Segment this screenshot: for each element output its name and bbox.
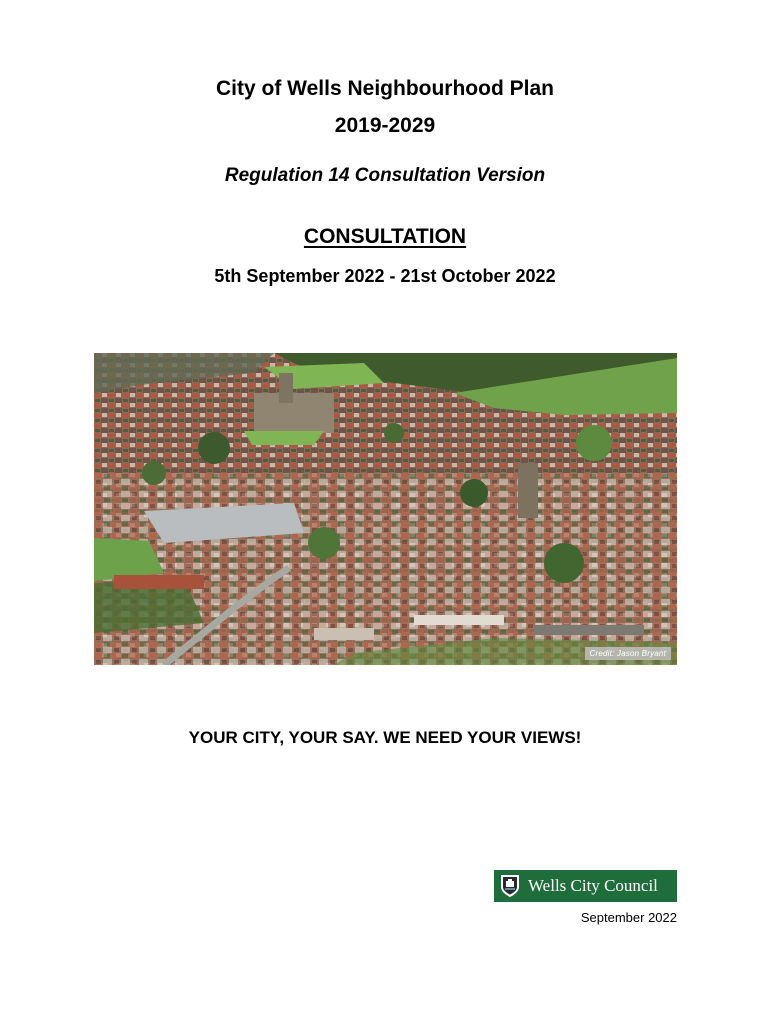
- document-title: City of Wells Neighbourhood Plan: [216, 77, 554, 100]
- document-years: 2019-2029: [334, 114, 436, 137]
- council-crest-icon: [499, 873, 521, 899]
- tagline: YOUR CITY, YOUR SAY. WE NEED YOUR VIEWS!: [188, 728, 582, 747]
- logo-text: Wells City Council: [528, 876, 658, 895]
- consultation-heading: CONSULTATION: [303, 225, 467, 248]
- aerial-city-photo: [94, 353, 677, 665]
- footer-date: September 2022: [580, 910, 677, 925]
- aerial-photo-illustration: [94, 353, 677, 665]
- consultation-dates: 5th September 2022 - 21st October 2022: [214, 266, 556, 286]
- wells-city-council-logo: [494, 870, 677, 902]
- document-subtitle: Regulation 14 Consultation Version: [224, 165, 546, 186]
- photo-credit: Credit: Jason Bryant: [585, 647, 671, 660]
